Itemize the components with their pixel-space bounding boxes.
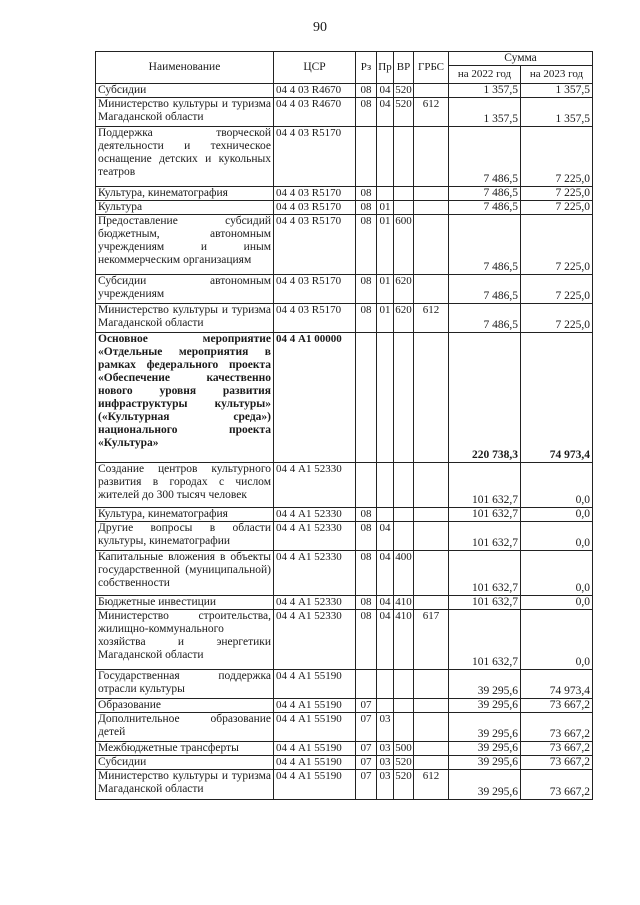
cell-sum-2023: 73 667,2: [521, 770, 593, 800]
cell-pr: [377, 463, 394, 508]
cell-pr: 04: [377, 84, 394, 98]
cell-sum-2022: 1 357,5: [449, 98, 521, 127]
cell-grbs: [414, 551, 449, 596]
cell-rz: 08: [356, 275, 377, 304]
cell-pr: 04: [377, 596, 394, 610]
cell-rz: 08: [356, 596, 377, 610]
cell-csr: 04 4 А1 00000: [274, 333, 356, 463]
cell-vr: 620: [394, 275, 414, 304]
cell-csr: 04 4 А1 52330: [274, 610, 356, 670]
cell-csr: 04 4 03 R5170: [274, 201, 356, 215]
cell-pr: 03: [377, 756, 394, 770]
cell-name: Государственная поддержка отрасли культуры: [96, 670, 274, 699]
cell-pr: 01: [377, 275, 394, 304]
cell-name: Министерство культуры и туризма Магаданской области: [96, 770, 274, 800]
cell-sum-2023: 73 667,2: [521, 742, 593, 756]
cell-name: Создание центров культурного развития в городах с числом жителей до 300 тысяч человек: [96, 463, 274, 508]
cell-grbs: 612: [414, 98, 449, 127]
cell-sum-2022: 39 295,6: [449, 713, 521, 742]
cell-rz: 07: [356, 756, 377, 770]
cell-grbs: [414, 742, 449, 756]
cell-sum-2022: 7 486,5: [449, 187, 521, 201]
cell-pr: [377, 508, 394, 522]
cell-grbs: [414, 215, 449, 275]
cell-sum-2023: 73 667,2: [521, 713, 593, 742]
cell-grbs: [414, 699, 449, 713]
table-row: [96, 333, 593, 463]
cell-sum-2022: 7 486,5: [449, 201, 521, 215]
cell-name: Культура: [96, 201, 274, 215]
cell-rz: [356, 463, 377, 508]
cell-grbs: [414, 596, 449, 610]
cell-pr: 04: [377, 551, 394, 596]
table-row: [96, 610, 593, 670]
cell-vr: 520: [394, 98, 414, 127]
cell-rz: 07: [356, 699, 377, 713]
table-row: [96, 742, 593, 756]
cell-grbs: [414, 522, 449, 551]
cell-csr: 04 4 А1 52330: [274, 551, 356, 596]
table-row: [96, 670, 593, 699]
cell-vr: [394, 522, 414, 551]
cell-sum-2022: 7 486,5: [449, 304, 521, 333]
cell-csr: 04 4 А1 55190: [274, 756, 356, 770]
table-row: [96, 127, 593, 187]
cell-pr: 04: [377, 522, 394, 551]
cell-sum-2022: 39 295,6: [449, 756, 521, 770]
cell-csr: 04 4 03 R5170: [274, 304, 356, 333]
cell-pr: [377, 127, 394, 187]
cell-sum-2022: 39 295,6: [449, 670, 521, 699]
cell-csr: 04 4 03 R5170: [274, 127, 356, 187]
cell-grbs: 612: [414, 304, 449, 333]
cell-csr: 04 4 А1 52330: [274, 508, 356, 522]
cell-rz: [356, 333, 377, 463]
table-row: [96, 508, 593, 522]
table-row: [96, 463, 593, 508]
header-csr: ЦСР: [274, 52, 356, 84]
table-row: [96, 551, 593, 596]
cell-sum-2023: 73 667,2: [521, 756, 593, 770]
header-name: Наименование: [96, 52, 274, 84]
cell-vr: 620: [394, 304, 414, 333]
cell-name: Другие вопросы в области культуры, кинематографии: [96, 522, 274, 551]
cell-sum-2023: 73 667,2: [521, 699, 593, 713]
cell-csr: 04 4 03 R5170: [274, 215, 356, 275]
cell-sum-2022: 101 632,7: [449, 463, 521, 508]
cell-csr: 04 4 А1 55190: [274, 670, 356, 699]
table-row: [96, 770, 593, 800]
cell-pr: 04: [377, 98, 394, 127]
cell-grbs: [414, 670, 449, 699]
cell-sum-2023: 7 225,0: [521, 215, 593, 275]
cell-csr: 04 4 А1 55190: [274, 770, 356, 800]
cell-vr: 500: [395, 742, 412, 754]
header-year-2022: на 2022 год: [449, 66, 521, 84]
cell-sum-2023: 7 225,0: [521, 127, 593, 187]
cell-grbs: [414, 756, 449, 770]
cell-pr: 03: [377, 770, 394, 800]
cell-sum-2023: 0,0: [521, 508, 593, 522]
cell-name: Межбюджетные трансферты: [96, 742, 274, 756]
cell-rz: 07: [356, 713, 377, 742]
cell-rz: 08: [356, 84, 377, 98]
cell-pr: [377, 187, 394, 201]
header-grbs: ГРБС: [414, 52, 449, 84]
cell-vr: [394, 508, 414, 522]
cell-pr: 01: [377, 215, 394, 275]
cell-sum-2023: 1 357,5: [521, 84, 593, 98]
cell-csr: 04 4 03 R5170: [274, 275, 356, 304]
cell-rz: [356, 127, 377, 187]
cell-csr: 04 4 А1 52330: [274, 522, 356, 551]
cell-name: Капитальные вложения в объекты государственной (муниципальной) собственности: [96, 551, 274, 596]
cell-name: Дополнительное образование детей: [96, 713, 274, 742]
cell-rz: 08: [356, 215, 377, 275]
cell-vr: 410: [394, 610, 414, 670]
cell-csr: 04 4 А1 52330: [274, 596, 356, 610]
cell-grbs: [414, 333, 449, 463]
cell-vr: [394, 699, 414, 713]
cell-csr: 04 4 А1 55190: [274, 742, 356, 756]
cell-grbs: [414, 508, 449, 522]
cell-sum-2023: 0,0: [521, 610, 593, 670]
cell-vr: [394, 127, 414, 187]
cell-name: Субсидии: [96, 756, 274, 770]
cell-sum-2023: 7 225,0: [521, 304, 593, 333]
cell-rz: 08: [356, 551, 377, 596]
cell-name: Образование: [96, 699, 274, 713]
cell-sum-2023: 7 225,0: [521, 275, 593, 304]
cell-rz: 08: [356, 187, 377, 201]
cell-csr: 04 4 А1 52330: [274, 463, 356, 508]
cell-vr: [394, 463, 414, 508]
budget-table: [95, 51, 593, 800]
cell-sum-2023: 0,0: [521, 596, 593, 610]
cell-vr: [394, 187, 414, 201]
header-sum: Сумма: [449, 52, 593, 66]
cell-sum-2023: 74 973,4: [521, 333, 593, 463]
header-year-2023: на 2023 год: [521, 66, 593, 84]
table-row: [96, 275, 593, 304]
cell-sum-2022: 101 632,7: [449, 610, 521, 670]
cell-name: Субсидии автономным учреждениям: [96, 275, 274, 304]
cell-rz: 08: [356, 522, 377, 551]
cell-grbs: [414, 84, 449, 98]
cell-rz: 08: [356, 98, 377, 127]
cell-rz: 08: [356, 201, 377, 215]
cell-grbs: [414, 201, 449, 215]
cell-pr: 01: [377, 304, 394, 333]
cell-name: Министерство строительства, жилищно-коммунального хозяйства и энергетики Магаданской области: [96, 610, 274, 670]
cell-vr: 600: [394, 215, 414, 275]
cell-name: Бюджетные инвестиции: [96, 596, 274, 610]
cell-name: Предоставление субсидий бюджетным, автономным учреждениям и иным некоммерческим организациям: [96, 215, 274, 275]
table-body: [96, 84, 593, 800]
cell-sum-2022: 39 295,6: [449, 770, 521, 800]
cell-name: Субсидии: [96, 84, 274, 98]
cell-name: Поддержка творческой деятельности и техническое оснащение детских и кукольных театров: [96, 127, 274, 187]
cell-sum-2023: 0,0: [521, 522, 593, 551]
cell-sum-2022: 101 632,7: [449, 551, 521, 596]
cell-vr: [394, 713, 414, 742]
cell-csr: 04 4 А1 55190: [274, 699, 356, 713]
table-row: [96, 713, 593, 742]
cell-vr: 520: [395, 84, 412, 96]
header-pr: Пр: [377, 52, 394, 84]
cell-grbs: [414, 463, 449, 508]
cell-csr: 04 4 03 R4670: [274, 84, 356, 98]
cell-grbs: [414, 127, 449, 187]
cell-vr: [394, 201, 414, 215]
cell-vr: [394, 333, 414, 463]
cell-pr: 03: [377, 713, 394, 742]
cell-pr: 04: [377, 610, 394, 670]
cell-sum-2022: 39 295,6: [449, 699, 521, 713]
cell-pr: [377, 699, 394, 713]
cell-vr: 400: [394, 551, 414, 596]
table-row: [96, 522, 593, 551]
cell-vr: 520: [394, 770, 414, 800]
cell-sum-2023: 7 225,0: [521, 187, 593, 201]
cell-rz: 08: [356, 304, 377, 333]
cell-sum-2022: 7 486,5: [449, 275, 521, 304]
cell-rz: [356, 670, 377, 699]
cell-rz: 08: [356, 610, 377, 670]
cell-name: Министерство культуры и туризма Магаданской области: [96, 98, 274, 127]
table-row: [96, 596, 593, 610]
cell-sum-2023: 0,0: [521, 463, 593, 508]
page-number: 90: [313, 20, 327, 35]
cell-sum-2022: 101 632,7: [449, 522, 521, 551]
cell-pr: [377, 333, 394, 463]
cell-rz: 07: [356, 742, 377, 756]
table-row: [96, 304, 593, 333]
cell-sum-2022: 101 632,7: [449, 508, 521, 522]
cell-vr: 520: [395, 756, 412, 768]
cell-vr: [394, 670, 414, 699]
cell-name: Министерство культуры и туризма Магаданской области: [96, 304, 274, 333]
cell-pr: [377, 670, 394, 699]
cell-sum-2022: 39 295,6: [449, 742, 521, 756]
table-row: [96, 98, 593, 127]
cell-pr: 03: [377, 742, 394, 756]
table-row: [96, 756, 593, 770]
cell-grbs: [414, 187, 449, 201]
cell-csr: 04 4 А1 55190: [274, 713, 356, 742]
cell-pr: 01: [377, 201, 394, 215]
cell-grbs: 617: [414, 610, 449, 670]
cell-name: Культура, кинематография: [96, 187, 274, 201]
cell-sum-2022: 7 486,5: [449, 127, 521, 187]
cell-sum-2022: 7 486,5: [449, 215, 521, 275]
cell-name: Основное мероприятие «Отдельные мероприятия в рамках федерального проекта «Обеспечение качественно нового уровня развития инфраструктуры культуры» («Культурная среда») национального проекта «Культура»: [96, 333, 274, 463]
cell-sum-2022: 220 738,3: [449, 333, 521, 463]
cell-sum-2023: 0,0: [521, 551, 593, 596]
cell-grbs: [414, 713, 449, 742]
cell-sum-2023: 74 973,4: [521, 670, 593, 699]
cell-vr: 410: [395, 596, 412, 608]
header-vr: ВР: [394, 52, 414, 84]
cell-name: Культура, кинематография: [96, 508, 274, 522]
cell-rz: 08: [356, 508, 377, 522]
cell-sum-2022: 101 632,7: [449, 596, 521, 610]
cell-sum-2023: 7 225,0: [521, 201, 593, 215]
cell-sum-2022: 1 357,5: [449, 84, 521, 98]
table-row: [96, 699, 593, 713]
header-rz: Рз: [356, 52, 377, 84]
cell-csr: 04 4 03 R4670: [274, 98, 356, 127]
cell-sum-2023: 1 357,5: [521, 98, 593, 127]
cell-csr: 04 4 03 R5170: [274, 187, 356, 201]
table-row: [96, 201, 593, 215]
table-row: [96, 84, 593, 98]
cell-grbs: [414, 275, 449, 304]
table-row: [96, 187, 593, 201]
cell-grbs: 612: [414, 770, 449, 800]
table-row: [96, 215, 593, 275]
cell-rz: 07: [356, 770, 377, 800]
